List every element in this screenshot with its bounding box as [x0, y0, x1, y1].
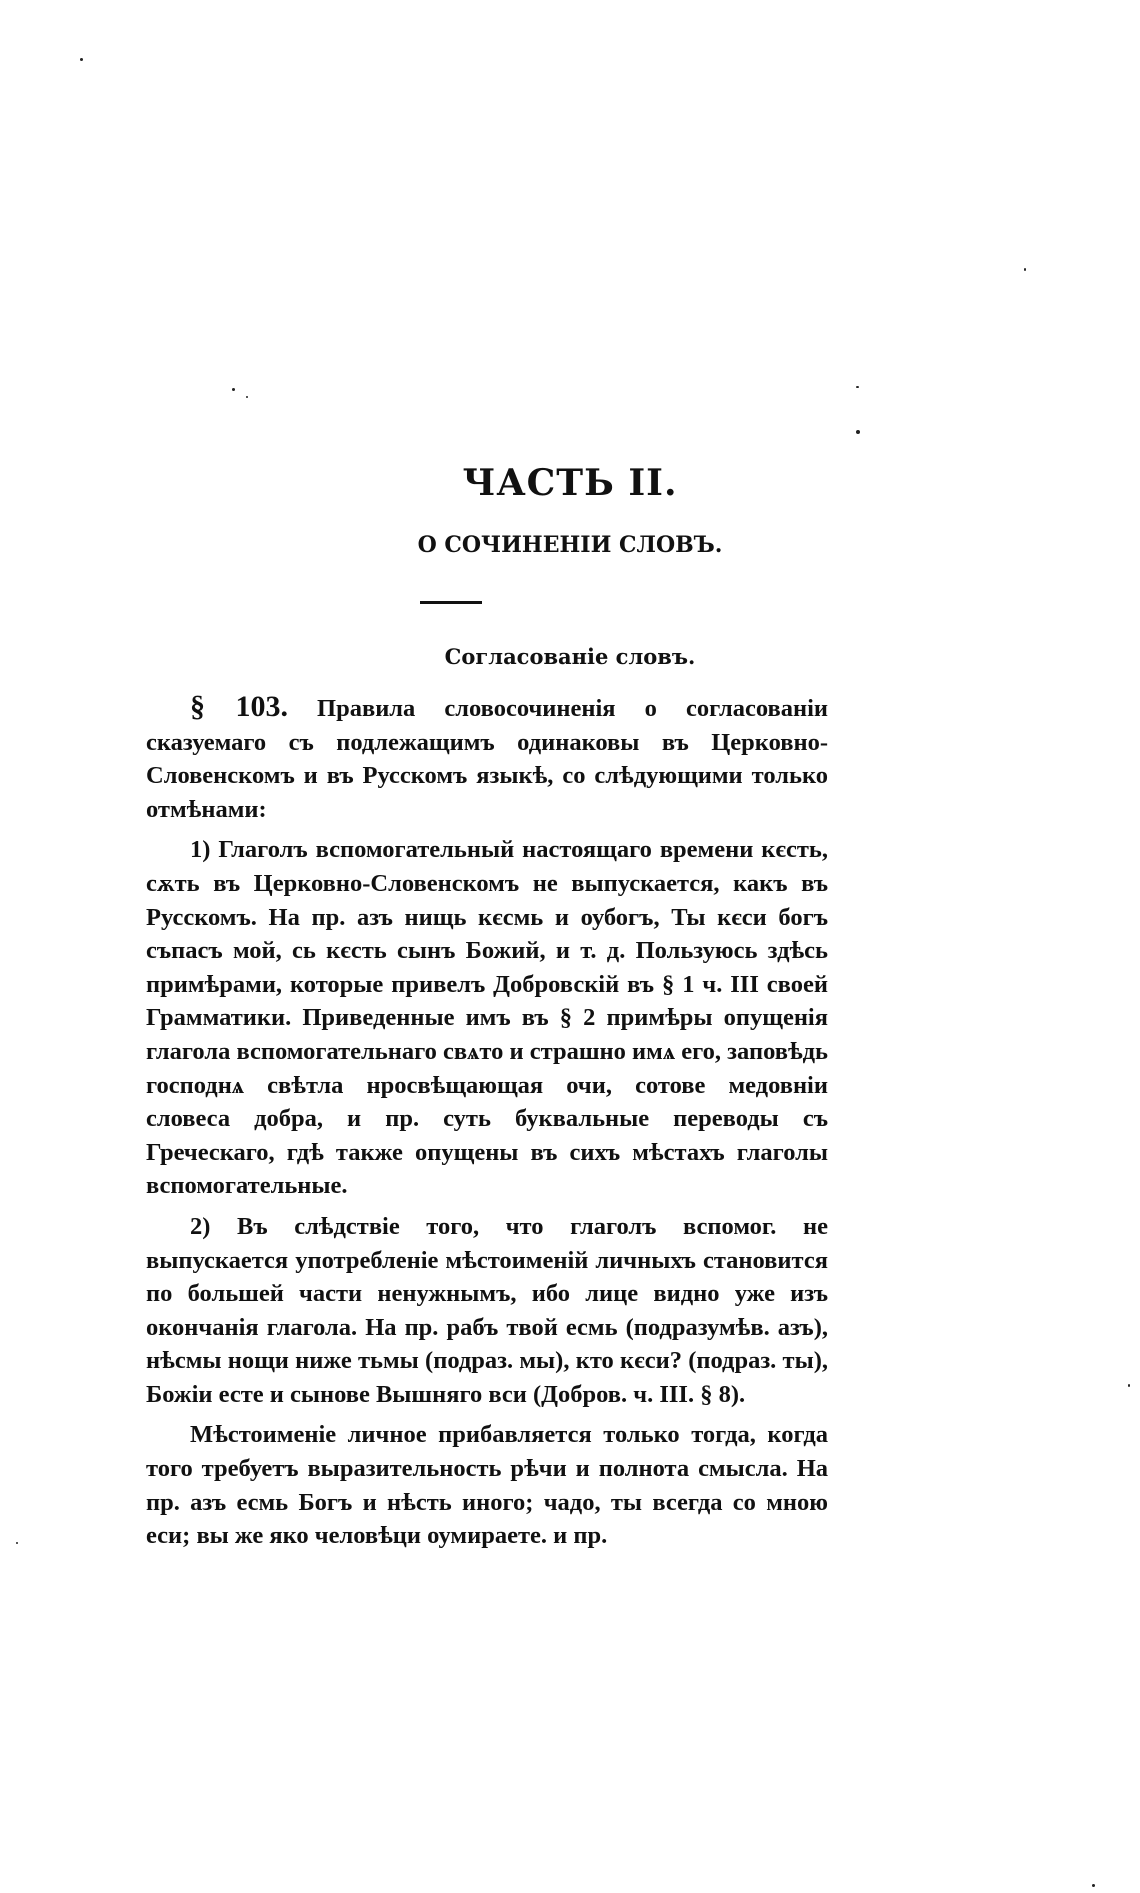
- scan-speck: [80, 58, 83, 61]
- section-heading: О СОЧИНЕНІИ СЛОВЪ.: [417, 532, 723, 558]
- paragraph-text: 1) Глаголъ вспомогательный настоящаго времени кєсть, сѫть въ Церковно-Словенскомъ не выпускается, какъ въ Русскомъ. На пр. азъ нищь кєсмь и оубогъ, Ты кєси богъ съпасъ мой, сь кєсть сынъ Божий, и т. д. Пользуюсь здѣсь примѣрами, которые привелъ Добровскій въ § 1 ч. III своей Грамматики. Приведенные имъ въ § 2 примѣры опущенія глагола вспомогательнаго свѧто и страшно имѧ его, заповѣдь господнѧ свѣтла нросвѣщающая очи, сотове медовніи словеса добра, и пр. суть буквальные переводы съ Греческаго, гдѣ также опущены въ сихъ мѣстахъ глаголы вспомогательные.: [146, 836, 828, 1200]
- paragraph-103: [146, 690, 828, 826]
- scan-speck: [1024, 268, 1026, 271]
- scan-speck: [1128, 1384, 1130, 1387]
- paragraph-rule-2: [146, 1210, 828, 1412]
- paragraph-pronoun-note: [146, 1418, 828, 1552]
- scan-speck: [232, 388, 235, 391]
- part-heading: ЧАСТЬ II.: [462, 462, 678, 504]
- scan-speck: [856, 430, 860, 434]
- paragraph-rule-1: [146, 833, 828, 1203]
- section-mark: § 103.: [190, 690, 288, 723]
- scan-speck: [246, 396, 248, 398]
- scan-speck: [16, 1542, 18, 1544]
- body-text: [146, 690, 828, 1560]
- subheading: Согласованіе словъ.: [444, 644, 696, 669]
- scan-speck: [856, 386, 859, 388]
- paragraph-text: Правила словосочиненія о согласованіи сказуемаго съ подлежащимъ одинаковы въ Церковно-Словенскомъ и въ Русскомъ языкѣ, со слѣдующими только отмѣнами:: [146, 695, 828, 823]
- paragraph-text: 2) Въ слѣдствіе того, что глаголъ вспомог. не выпускается употребленіе мѣстоименій личныхъ становится по большей части ненужнымъ, ибо лице видно уже изъ окончанія глагола. На пр. рабъ твой есмь (подразумѣв. азъ), нѣсмы нощи ниже тьмы (подраз. мы), кто кєси? (подраз. ты), Божіи есте и сынове Вышняго вси (Добров. ч. III. § 8).: [146, 1212, 828, 1408]
- paragraph-text: Мѣстоименіе личное прибавляется только тогда, когда того требуетъ выразительность рѣчи и полнота смысла. На пр. азъ есмь Богъ и нѣсть иного; чадо, ты всегда со мною еси; вы же яко человѣци оумираете. и пр.: [146, 1421, 828, 1550]
- scan-speck: [1092, 1884, 1095, 1887]
- heading-divider: [420, 601, 482, 604]
